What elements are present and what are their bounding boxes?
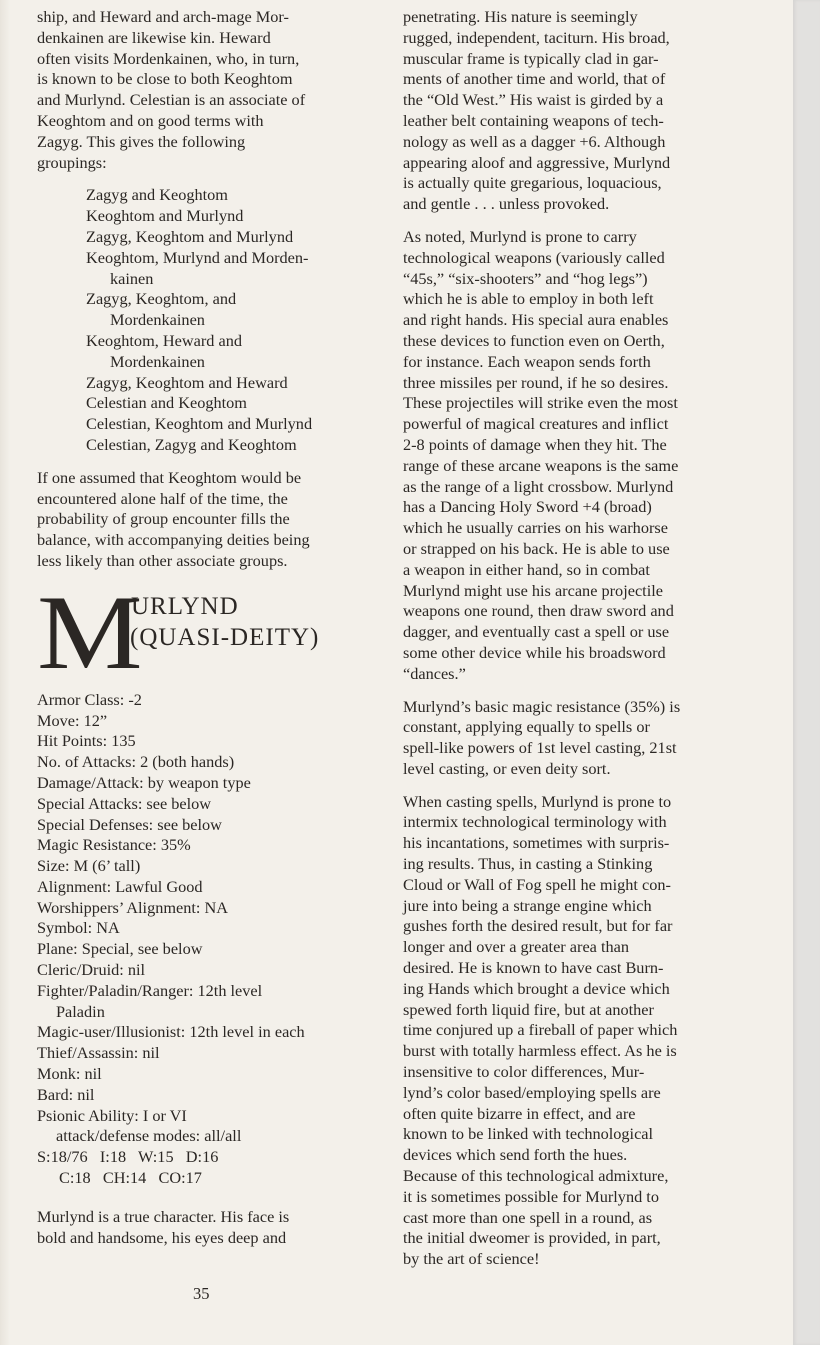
text-line: time conjured up a fireball of paper which [403, 1020, 678, 1040]
stat-line: Magic Resistance: 35% [37, 835, 191, 855]
text-line: nology as well as a dagger +6. Although [403, 131, 666, 151]
list-item [37, 414, 375, 435]
grouping-continuation: Mordenkainen [110, 351, 205, 371]
text-line: rugged, independent, taciturn. His broad, [403, 27, 670, 47]
grouping-text: Celestian and Keoghtom [86, 393, 247, 413]
text-line: often quite bizarre in effect, and are [403, 1103, 636, 1123]
text-line: powerful of magical creatures and inflict [403, 414, 669, 434]
stat-line: Special Attacks: see below [37, 793, 212, 813]
text-line: his incantations, sometimes with surpris- [403, 833, 670, 853]
text-line: constant, applying equally to spells or [403, 717, 650, 737]
text-line: as the range of a light crossbow. Murlynd [403, 476, 674, 496]
heading-title: URLYND [131, 592, 239, 620]
grouping-text: Zagyg, Keoghtom and Murlynd [86, 226, 294, 246]
stat-line: Alignment: Lawful Good [37, 876, 203, 896]
heading-subtitle: (QUASI-DEITY) [130, 623, 320, 651]
text-line: muscular frame is typically clad in gar- [403, 48, 659, 68]
grouping-text: Keoghtom, Heward and [86, 330, 242, 350]
text-line: “45s,” “six-shooters” and “hog legs”) [403, 268, 648, 288]
text-line: spell-like powers of 1st level casting, 21st [403, 738, 677, 758]
text-line: ship, and Heward and arch-mage Mor- [37, 7, 289, 26]
text-line: and right hands. His special aura enables [403, 310, 669, 330]
stat-line: Hit Points: 135 [37, 731, 136, 751]
text-line: Murlynd’s basic magic resistance (35%) is [403, 696, 681, 716]
grouping-continuation: Mordenkainen [110, 310, 205, 330]
text-line: these devices to function even on Oerth, [403, 330, 665, 350]
stat-line: Symbol: NA [37, 918, 120, 938]
stat-block [37, 690, 375, 1189]
text-line: is actually quite gregarious, loquacious, [403, 173, 662, 193]
text-line: has a Dancing Holy Sword +4 (broad) [403, 497, 652, 517]
intro-paragraph [37, 7, 375, 173]
ability-scores-line: C:18 CH:14 CO:17 [59, 1168, 202, 1188]
stat-continuation: Paladin [56, 1001, 105, 1021]
text-line: encountered alone half of the time, the [37, 488, 288, 508]
text-line: three missiles per round, if he so desires. [403, 372, 669, 392]
stat-line: Size: M (6’ tall) [37, 856, 141, 876]
text-line: As noted, Murlynd is prone to carry [403, 226, 637, 246]
stat-text: Psionic Ability: I or VI [37, 1105, 187, 1125]
ability-scores [37, 1147, 375, 1189]
text-line: Murlynd might use his arcane projectile [403, 580, 663, 600]
text-line: burst with totally harmless effect. As he is [403, 1041, 677, 1061]
probability-paragraph [37, 468, 375, 572]
page-number: 35 [193, 1284, 210, 1303]
stat-line: No. of Attacks: 2 (both hands) [37, 752, 235, 772]
text-line: longer and over a greater area than [403, 937, 629, 957]
text-line: insensitive to color differences, Mur- [403, 1062, 645, 1082]
text-line: dagger, and eventually cast a spell or use [403, 622, 670, 642]
text-line: for instance. Each weapon sends forth [403, 351, 651, 371]
text-line: less likely than other associate groups. [37, 550, 288, 570]
grouping-text: Zagyg and Keoghtom [86, 185, 228, 205]
text-line: is known to be close to both Keoghtom [37, 69, 293, 89]
resistance-paragraph [403, 697, 755, 780]
text-line: desired. He is known to have cast Burn- [403, 958, 664, 978]
text-line: appearing aloof and aggressive, Murlynd [403, 152, 671, 172]
list-item [37, 185, 375, 206]
text-line: the initial dweomer is provided, in part, [403, 1228, 661, 1248]
groupings-list [37, 185, 375, 455]
text-line: a weapon in either hand, so in combat [403, 559, 650, 579]
list-item [37, 331, 375, 373]
stat-line [37, 981, 375, 1023]
stat-text: Fighter/Paladin/Ranger: 12th level [37, 980, 263, 1000]
text-line: groupings: [37, 152, 107, 172]
list-item [37, 373, 375, 394]
text-line: level casting, or even deity sort. [403, 758, 611, 778]
stat-line: Cleric/Druid: nil [37, 960, 146, 980]
text-line: and gentle . . . unless provoked. [403, 194, 610, 214]
text-line: lynd’s color based/employing spells are [403, 1082, 661, 1102]
left-column [37, 7, 375, 1260]
text-line: technological weapons (variously called [403, 247, 665, 267]
text-line: which he is able to employ in both left [403, 289, 654, 309]
list-item [37, 435, 375, 456]
text-line: range of these arcane weapons is the same [403, 455, 679, 475]
list-item [37, 248, 375, 290]
list-item [37, 227, 375, 248]
text-line: Cloud or Wall of Fog spell he might con- [403, 874, 671, 894]
weapons-paragraph [403, 227, 755, 685]
grouping-text: Keoghtom and Murlynd [86, 206, 244, 226]
text-line: ing results. Thus, in casting a Stinking [403, 854, 653, 874]
list-item [37, 289, 375, 331]
stat-line: Magic-user/Illusionist: 12th level in each [37, 1022, 305, 1042]
text-line: Zagyg. This gives the following [37, 131, 246, 151]
text-line: These projectiles will strike even the most [403, 393, 678, 413]
text-line: and Murlynd. Celestian is an associate of [37, 90, 306, 110]
stat-line: Armor Class: -2 [37, 689, 142, 709]
text-line: probability of group encounter fills the [37, 509, 290, 529]
grouping-text: Zagyg, Keoghtom and Heward [86, 372, 288, 392]
text-line: 2-8 points of damage when they hit. The [403, 434, 667, 454]
text-line: jure into being a strange engine which [403, 895, 652, 915]
grouping-continuation: kainen [110, 268, 154, 288]
closing-paragraph [37, 1207, 375, 1249]
list-item [37, 393, 375, 414]
stat-line: Bard: nil [37, 1084, 95, 1104]
text-line: ing Hands which brought a device which [403, 978, 670, 998]
text-line: the “Old West.” His waist is girded by a [403, 90, 664, 110]
text-line: Keoghtom and on good terms with [37, 110, 264, 130]
text-line: known to be linked with technological [403, 1124, 654, 1144]
text-line: which he usually carries on his warhorse [403, 518, 668, 538]
text-line: gushes forth the desired result, but for far [403, 916, 673, 936]
stat-line: Special Defenses: see below [37, 814, 222, 834]
section-heading [37, 573, 375, 691]
text-line: cast more than one spell in a round, as [403, 1207, 653, 1227]
text-line: often visits Mordenkainen, who, in turn, [37, 48, 300, 68]
text-line: leather belt containing weapons of tech- [403, 110, 664, 130]
grouping-text: Zagyg, Keoghtom, and [86, 289, 237, 309]
text-line: weapons one round, then draw sword and [403, 601, 674, 621]
text-line: When casting spells, Murlynd is prone to [403, 791, 672, 811]
stat-line: Worshippers’ Alignment: NA [37, 897, 229, 917]
stat-line: Move: 12” [37, 710, 108, 730]
stat-continuation: attack/defense modes: all/all [56, 1126, 242, 1146]
grouping-text: Keoghtom, Murlynd and Morden- [86, 247, 309, 267]
text-line: bold and handsome, his eyes deep and [37, 1227, 287, 1247]
text-line: Because of this technological admixture, [403, 1166, 669, 1186]
text-line: If one assumed that Keoghtom would be [37, 467, 302, 487]
page-gutter-shadow [0, 0, 10, 1345]
grouping-text: Celestian, Keoghtom and Murlynd [86, 414, 313, 434]
text-line: some other device while his broadsword [403, 642, 666, 662]
text-line: it is sometimes possible for Murlynd to [403, 1186, 659, 1206]
text-line: denkainen are likewise kin. Heward [37, 27, 271, 47]
text-line: Murlynd is a true character. His face is [37, 1206, 290, 1226]
right-column [403, 7, 755, 1282]
stat-line: Plane: Special, see below [37, 939, 203, 959]
grouping-text: Celestian, Zagyg and Keoghtom [86, 434, 297, 454]
stat-line [37, 1106, 375, 1148]
stat-line: Thief/Assassin: nil [37, 1043, 160, 1063]
text-line: intermix technological terminology with [403, 812, 667, 832]
text-line: devices which send forth the hues. [403, 1145, 628, 1165]
ability-scores-line: S:18/76 I:18 W:15 D:16 [37, 1147, 219, 1167]
text-line: or strapped on his back. He is able to use [403, 538, 670, 558]
text-line: “dances.” [403, 663, 466, 683]
text-line: balance, with accompanying deities being [37, 530, 310, 550]
list-item [37, 206, 375, 227]
text-line: spewed forth liquid fire, but at another [403, 999, 654, 1019]
description-paragraph [403, 7, 755, 215]
text-line: penetrating. His nature is seemingly [403, 7, 638, 26]
spellcasting-paragraph [403, 792, 755, 1270]
stat-line: Monk: nil [37, 1064, 102, 1084]
text-line: ments of another time and world, that of [403, 69, 666, 89]
text-line: by the art of science! [403, 1249, 540, 1269]
drop-cap: M [37, 573, 139, 691]
stat-line: Damage/Attack: by weapon type [37, 772, 251, 792]
page-edge [793, 0, 820, 1345]
